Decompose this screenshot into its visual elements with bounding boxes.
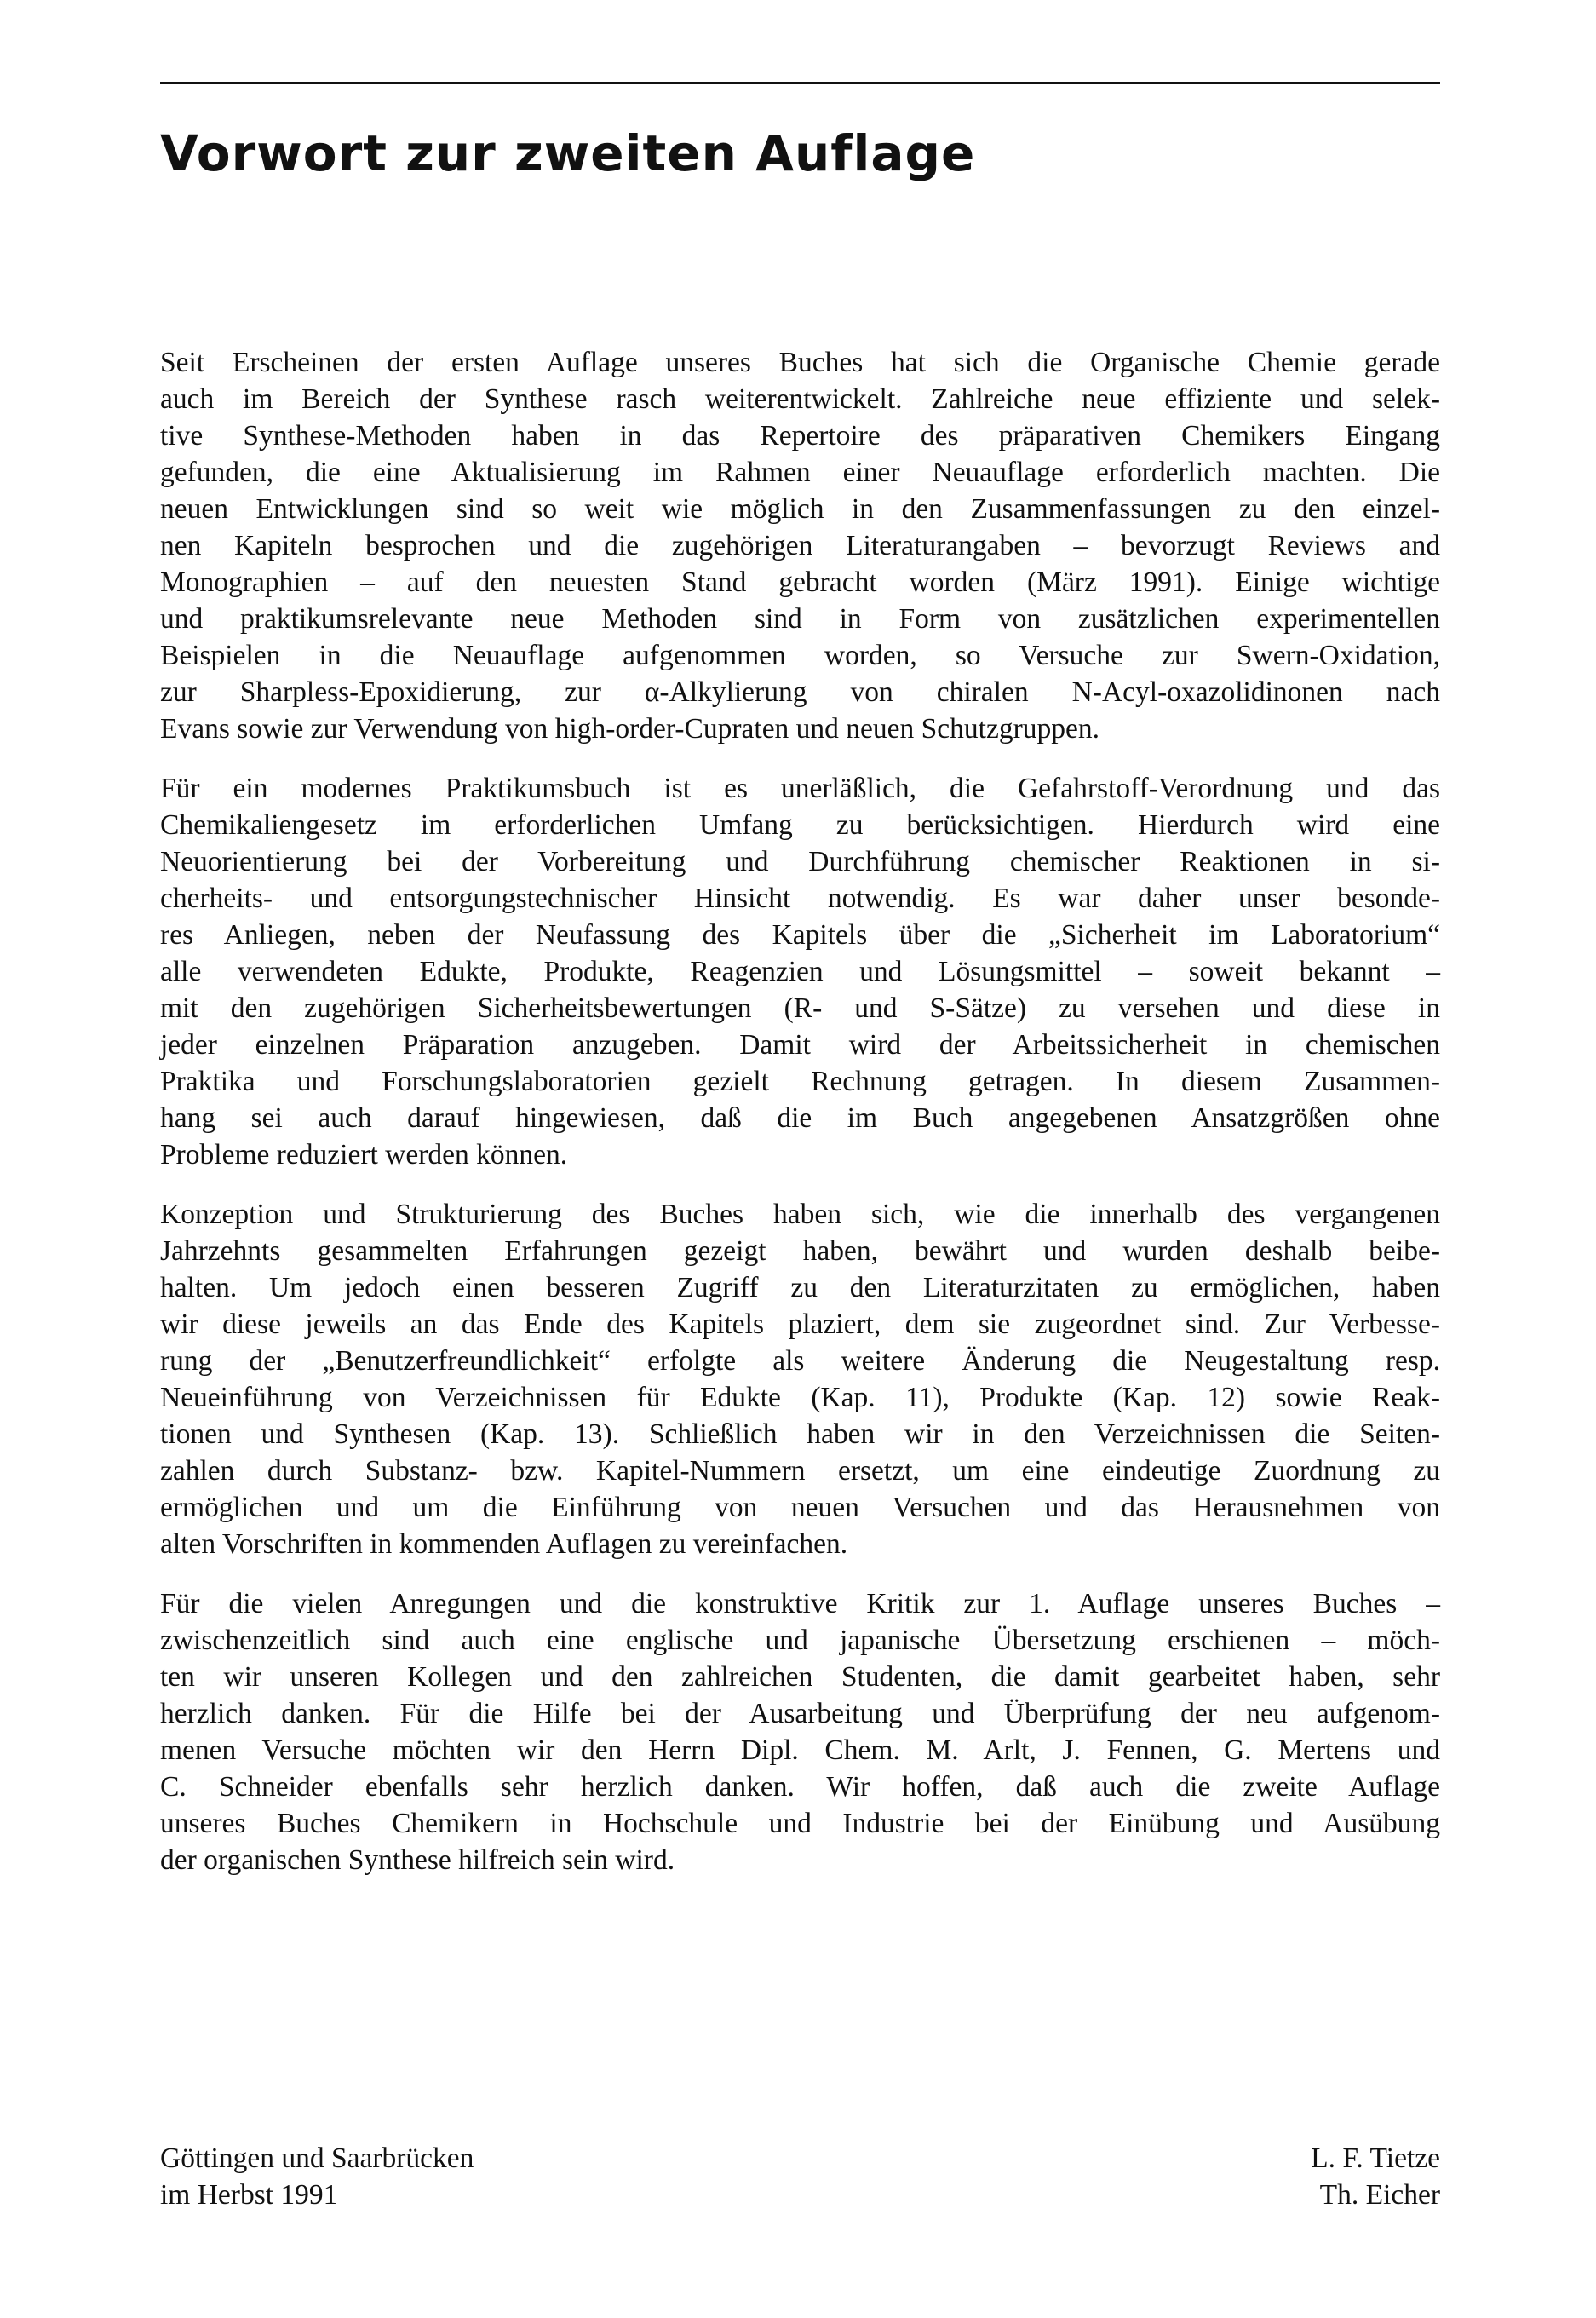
text-line: nen Kapiteln besprochen und die zugehörigen Literaturangaben – bevorzugt Reviews and bbox=[160, 530, 1440, 561]
text-line: neuen Entwicklungen sind so weit wie möglich in den Zusammenfassungen zu den einzel- bbox=[160, 493, 1440, 525]
signature-place-date bbox=[160, 2140, 474, 2213]
page-title: Vorwort zur zweiten Auflage bbox=[160, 124, 976, 182]
text-line: Neuorientierung bei der Vorbereitung und Durchführung chemischer Reaktionen in si- bbox=[160, 846, 1440, 877]
text-line: tive Synthese-Methoden haben in das Repertoire des präparativen Chemikers Eingang bbox=[160, 420, 1440, 452]
signature-author-1: L. F. Tietze bbox=[1311, 2143, 1440, 2174]
text-line: wir diese jeweils an das Ende des Kapitels plaziert, dem sie zugeordnet sind. Zur Verbesse- bbox=[160, 1309, 1440, 1340]
text-line: der organischen Synthese hilfreich sein wird. bbox=[160, 1844, 675, 1876]
text-line: auch im Bereich der Synthese rasch weiterentwickelt. Zahlreiche neue effiziente und selek- bbox=[160, 383, 1440, 415]
text-line: hang sei auch darauf hingewiesen, daß die im Buch angegebenen Ansatzgrößen ohne bbox=[160, 1102, 1440, 1134]
text-line: ermöglichen und um die Einführung von neuen Versuchen und das Herausnehmen von bbox=[160, 1492, 1440, 1523]
text-line: gefunden, die eine Aktualisierung im Rahmen einer Neuauflage erforderlich machten. Die bbox=[160, 457, 1440, 488]
text-line: zahlen durch Substanz- bzw. Kapitel-Nummern ersetzt, um eine eindeutige Zuordnung zu bbox=[160, 1455, 1440, 1487]
text-line: und praktikumsrelevante neue Methoden sind in Form von zusätzlichen experimentellen bbox=[160, 603, 1440, 635]
text-line: menen Versuche möchten wir den Herrn Dipl. Chem. M. Arlt, J. Fennen, G. Mertens und bbox=[160, 1734, 1440, 1766]
text-line: Beispielen in die Neuauflage aufgenommen worden, so Versuche zur Swern-Oxidation, bbox=[160, 640, 1440, 671]
text-line: Probleme reduziert werden können. bbox=[160, 1139, 568, 1171]
top-rule bbox=[160, 82, 1440, 84]
text-line: rung der „Benutzerfreundlichkeit“ erfolgte als weitere Änderung die Neugestaltung resp. bbox=[160, 1345, 1440, 1377]
signature-place: Göttingen und Saarbrücken bbox=[160, 2143, 474, 2174]
text-line: Konzeption und Strukturierung des Buches haben sich, wie die innerhalb des vergangenen bbox=[160, 1199, 1440, 1230]
paragraph-3 bbox=[160, 1196, 1440, 1562]
text-line: Jahrzehnts gesammelten Erfahrungen gezeigt haben, bewährt und wurden deshalb beibe- bbox=[160, 1235, 1440, 1267]
text-line: Evans sowie zur Verwendung von high-order-Cupraten und neuen Schutzgruppen. bbox=[160, 713, 1099, 745]
text-line: alle verwendeten Edukte, Produkte, Reagenzien und Lösungsmittel – soweit bekannt – bbox=[160, 956, 1440, 987]
text-line: res Anliegen, neben der Neufassung des Kapitels über die „Sicherheit im Laboratorium“ bbox=[160, 919, 1440, 951]
text-line: jeder einzelnen Präparation anzugeben. Damit wird der Arbeitssicherheit in chemischen bbox=[160, 1029, 1440, 1061]
signature-author-2: Th. Eicher bbox=[1319, 2179, 1440, 2211]
text-line: Für ein modernes Praktikumsbuch ist es unerläßlich, die Gefahrstoff-Verordnung und das bbox=[160, 773, 1440, 804]
text-line: zur Sharpless-Epoxidierung, zur α-Alkylierung von chiralen N-Acyl-oxazolidinonen nach bbox=[160, 676, 1440, 708]
preface-body bbox=[160, 344, 1440, 1901]
text-line: Für die vielen Anregungen und die konstruktive Kritik zur 1. Auflage unseres Buches – bbox=[160, 1588, 1440, 1619]
text-line: Neueinführung von Verzeichnissen für Edukte (Kap. 11), Produkte (Kap. 12) sowie Reak- bbox=[160, 1382, 1440, 1413]
signature-date: im Herbst 1991 bbox=[160, 2179, 338, 2211]
text-line: ten wir unseren Kollegen und den zahlreichen Studenten, die damit gearbeitet haben, sehr bbox=[160, 1661, 1440, 1693]
text-line: halten. Um jedoch einen besseren Zugriff zu den Literaturzitaten zu ermöglichen, haben bbox=[160, 1272, 1440, 1303]
paragraph-4 bbox=[160, 1585, 1440, 1878]
paragraph-2 bbox=[160, 770, 1440, 1173]
text-line: unseres Buches Chemikern in Hochschule und Industrie bei der Einübung und Ausübung bbox=[160, 1808, 1440, 1839]
text-line: herzlich danken. Für die Hilfe bei der Ausarbeitung und Überprüfung der neu aufgenom- bbox=[160, 1698, 1440, 1729]
text-line: Monographien – auf den neuesten Stand gebracht worden (März 1991). Einige wichtige bbox=[160, 567, 1440, 598]
signature-authors bbox=[1311, 2140, 1440, 2213]
text-line: zwischenzeitlich sind auch eine englische und japanische Übersetzung erschienen – möch- bbox=[160, 1625, 1440, 1656]
text-line: Praktika und Forschungslaboratorien gezielt Rechnung getragen. In diesem Zusammen- bbox=[160, 1066, 1440, 1097]
text-line: C. Schneider ebenfalls sehr herzlich danken. Wir hoffen, daß auch die zweite Auflage bbox=[160, 1771, 1440, 1803]
text-line: Seit Erscheinen der ersten Auflage unseres Buches hat sich die Organische Chemie gerade bbox=[160, 347, 1440, 378]
text-line: cherheits- und entsorgungstechnischer Hinsicht notwendig. Es war daher unser besonde- bbox=[160, 883, 1440, 914]
text-line: alten Vorschriften in kommenden Auflagen zu vereinfachen. bbox=[160, 1528, 848, 1560]
text-line: tionen und Synthesen (Kap. 13). Schließlich haben wir in den Verzeichnissen die Seiten- bbox=[160, 1418, 1440, 1450]
text-line: Chemikaliengesetz im erforderlichen Umfang zu berücksichtigen. Hierdurch wird eine bbox=[160, 809, 1440, 841]
text-line: mit den zugehörigen Sicherheitsbewertungen (R- und S-Sätze) zu versehen und diese in bbox=[160, 992, 1440, 1024]
paragraph-1 bbox=[160, 344, 1440, 747]
